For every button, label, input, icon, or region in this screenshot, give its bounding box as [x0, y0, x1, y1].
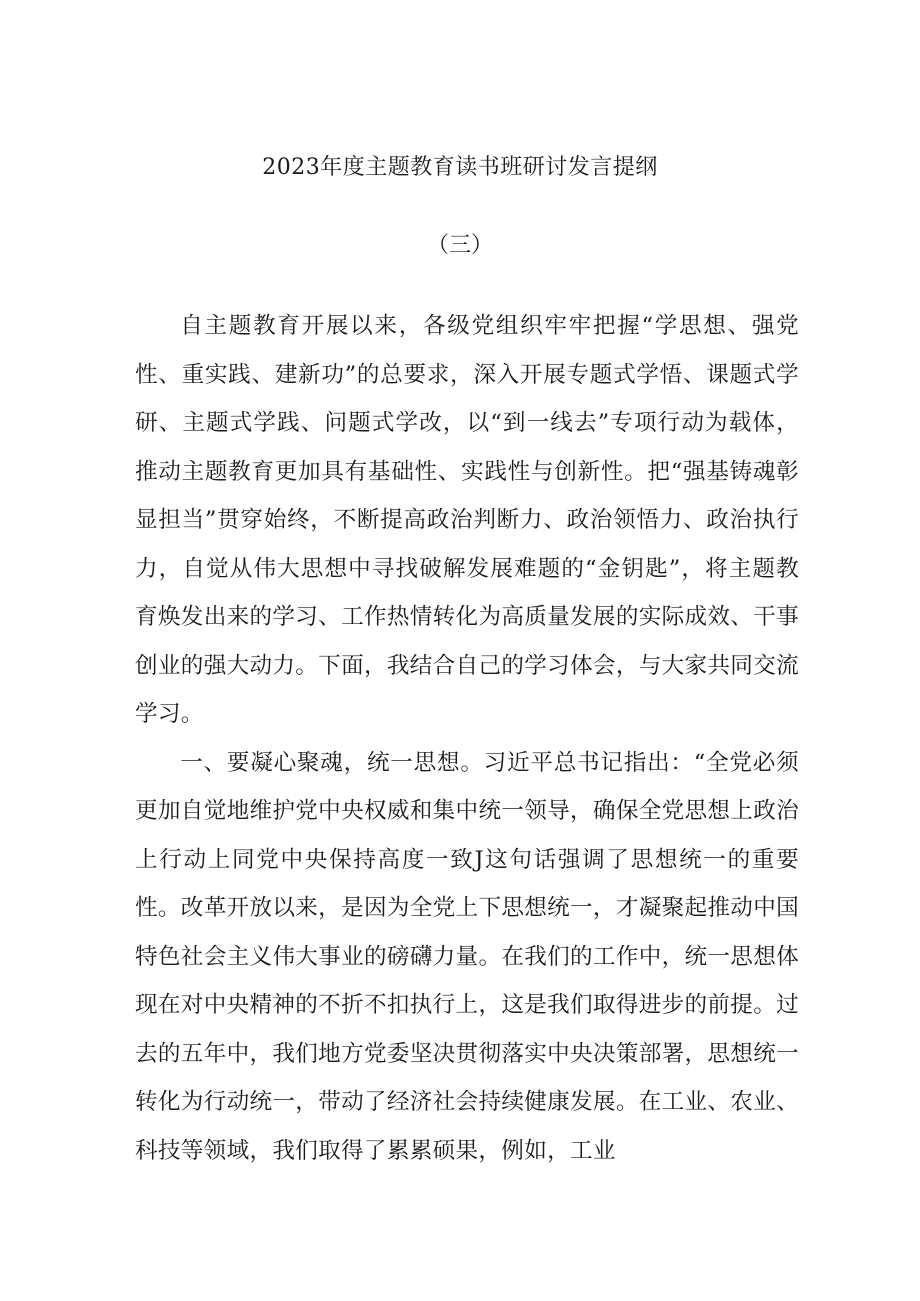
document-body	[135, 302, 799, 1175]
document-subtitle: （三）	[426, 233, 493, 258]
document-title: 2023年度主题教育读书班研讨发言提纲	[262, 155, 658, 180]
body-paragraph-intro: 自主题教育开展以来，各级党组织牢牢把握“学思想、强党性、重实践、建新功”的总要求，深入开展专题式学悟、课题式学研、主题式学践、问题式学改，以“到一线去”专项行动为载体，推动主题教育更加具有基础性、实践性与创新性。把“强基铸魂彰显担当”贯穿始终，不断提高政治判断力、政治领悟力、政治执行力，自觉从伟大思想中寻找破解发展难题的“金钥匙”，将主题教育焕发出来的学习、工作热情转化为高质量发展的实际成效、干事创业的强大动力。下面，我结合自己的学习体会，与大家共同交流学习。	[135, 313, 799, 727]
body-paragraph-section-one: 一、要凝心聚魂，统一思想。习近平总书记指出：“全党必须更加自觉地维护党中央权威和集中统一领导，确保全党思想上政治上行动上同党中央保持高度一致J这句话强调了思想统一的重要性。改革开放以来，是因为全党上下思想统一，才凝聚起推动中国特色社会主义伟大事业的磅礴力量。在我们的工作中，统一思想体现在对中央精神的不折不扣执行上，这是我们取得进步的前提。过去的五年中，我们地方党委坚决贯彻落实中央决策部署，思想统一转化为行动统一，带动了经济社会持续健康发展。在工业、农业、科技等领域，我们取得了累累硕果，例如，工业	[135, 749, 799, 1164]
